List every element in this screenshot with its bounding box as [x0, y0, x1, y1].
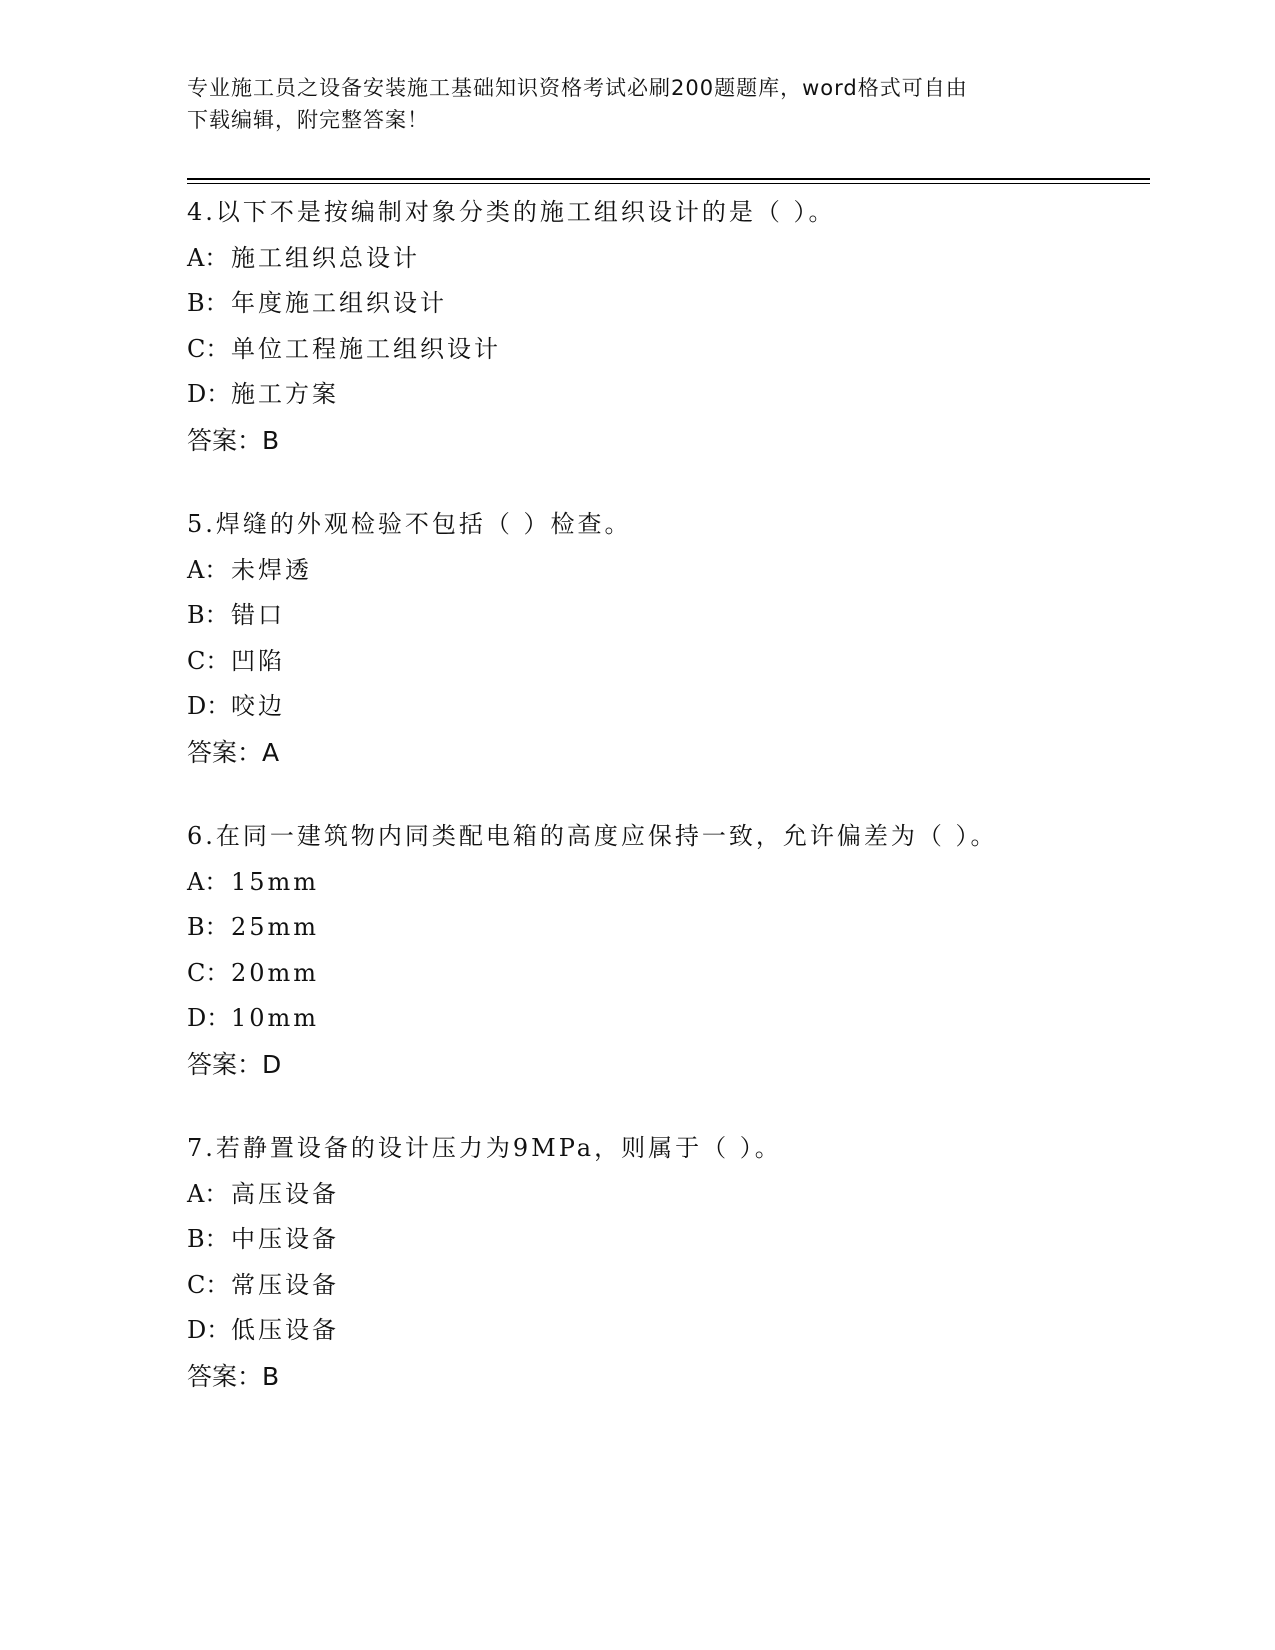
option-text: 25mm: [231, 913, 320, 941]
option-text: 咬边: [231, 692, 285, 720]
option-text: 施工方案: [231, 380, 339, 408]
question-item: [187, 1126, 1147, 1399]
option-key: A：: [187, 243, 229, 272]
option-key: C：: [187, 1270, 230, 1299]
option-key: D：: [187, 692, 231, 720]
option-c: [187, 951, 1147, 997]
option-text: 单位工程施工组织设计: [231, 334, 501, 363]
question-item: [187, 814, 1147, 1087]
option-d: [187, 1308, 1147, 1354]
header-line-2: 下载编辑，附完整答案！: [187, 108, 429, 132]
option-key: A：: [187, 867, 229, 896]
answer-line: 答案：B: [187, 1361, 280, 1391]
option-key: C：: [187, 334, 230, 363]
option-key: D：: [187, 1316, 231, 1344]
option-b: [187, 593, 1147, 639]
question-text: 5.焊缝的外观检验不包括（ ）检查。: [187, 510, 632, 538]
option-key: C：: [187, 646, 230, 675]
option-b: [187, 905, 1147, 951]
header-line-1: 专业施工员之设备安装施工基础知识资格考试必刷200题题库，word格式可自由: [187, 76, 968, 100]
option-key: B：: [187, 913, 229, 941]
option-text: 15mm: [231, 867, 320, 896]
option-a: [187, 548, 1147, 594]
option-c: [187, 639, 1147, 685]
question-item: [187, 502, 1147, 775]
option-text: 年度施工组织设计: [231, 289, 447, 317]
answer-line: 答案：D: [187, 1049, 282, 1079]
document-header: [187, 72, 1067, 136]
option-text: 常压设备: [231, 1270, 339, 1299]
option-text: 施工组织总设计: [231, 243, 420, 272]
option-c: [187, 1263, 1147, 1309]
option-text: 中压设备: [231, 1225, 339, 1253]
question-list: [187, 190, 1147, 1438]
option-text: 未焊透: [231, 555, 312, 584]
option-d: [187, 684, 1147, 730]
option-c: [187, 327, 1147, 373]
option-text: 高压设备: [231, 1179, 339, 1208]
question-item: [187, 190, 1147, 463]
option-a: [187, 860, 1147, 906]
option-b: [187, 1217, 1147, 1263]
option-key: D：: [187, 1004, 231, 1032]
question-text: 4.以下不是按编制对象分类的施工组织设计的是（ ）。: [187, 198, 836, 226]
header-divider-thin: [187, 183, 1150, 184]
option-d: [187, 996, 1147, 1042]
answer-line: 答案：A: [187, 737, 280, 767]
option-d: [187, 372, 1147, 418]
option-b: [187, 281, 1147, 327]
header-divider-thick: [187, 178, 1150, 180]
option-text: 20mm: [231, 958, 320, 987]
option-a: [187, 1172, 1147, 1218]
option-key: C：: [187, 958, 230, 987]
option-key: A：: [187, 555, 229, 584]
option-text: 错口: [231, 601, 285, 629]
answer-line: 答案：B: [187, 425, 280, 455]
option-key: B：: [187, 601, 229, 629]
option-key: B：: [187, 1225, 229, 1253]
option-text: 低压设备: [231, 1316, 339, 1344]
question-text: 6.在同一建筑物内同类配电箱的高度应保持一致，允许偏差为（ ）。: [187, 822, 998, 850]
question-text: 7.若静置设备的设计压力为9MPa，则属于（ ）。: [187, 1134, 782, 1162]
option-text: 凹陷: [231, 646, 285, 675]
option-key: B：: [187, 289, 229, 317]
option-key: A：: [187, 1179, 229, 1208]
option-key: D：: [187, 380, 231, 408]
option-a: [187, 236, 1147, 282]
option-text: 10mm: [231, 1004, 320, 1032]
